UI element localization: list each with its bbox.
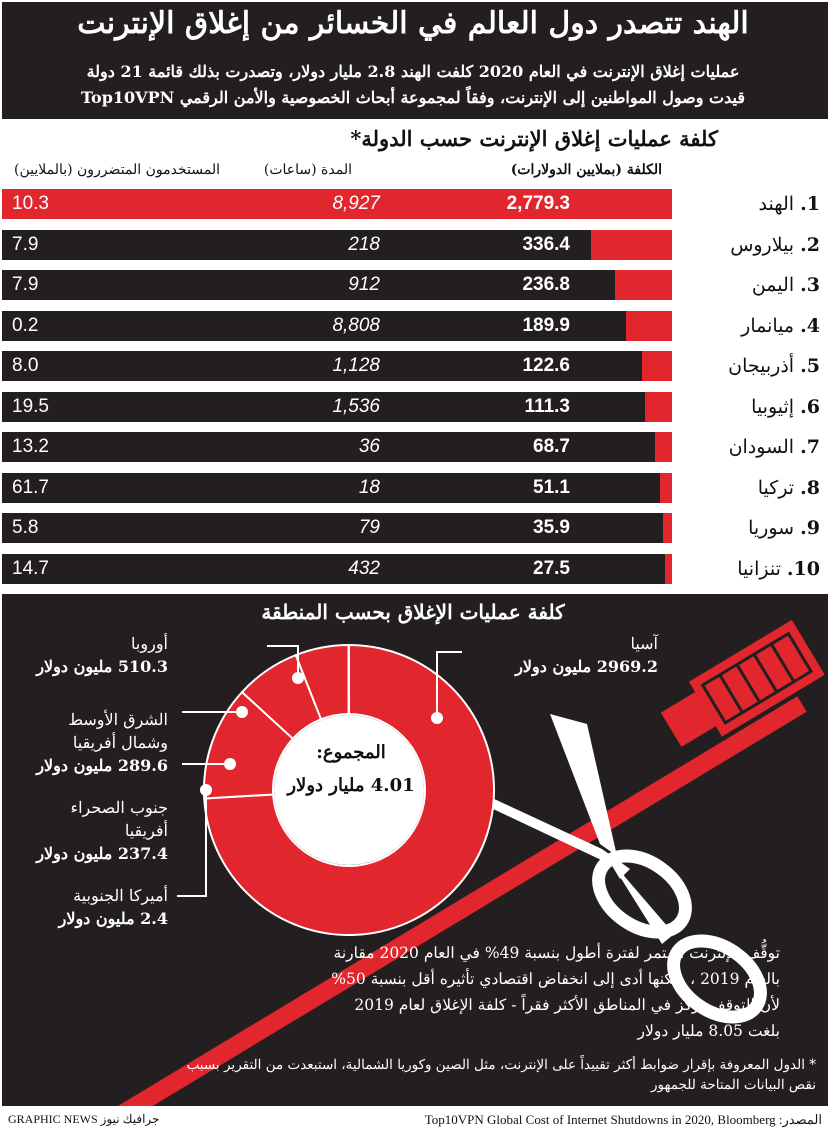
hours-value: 218	[348, 234, 380, 255]
hours-value: 8,927	[332, 193, 380, 214]
users-value: 10.3	[12, 193, 49, 214]
hours-value: 912	[348, 274, 380, 295]
bar-background	[2, 270, 672, 300]
country-label: السودان	[728, 436, 795, 458]
cost-value: 68.7	[533, 436, 570, 457]
bar-cost	[660, 473, 672, 503]
bar-cost	[655, 432, 672, 462]
users-value: 8.0	[12, 355, 39, 376]
country-name	[737, 554, 820, 584]
country-label: إثيوبيا	[751, 396, 795, 418]
country-label: اليمن	[751, 274, 795, 296]
country-name	[730, 230, 820, 260]
page-title: الهند تتصدر دول العالم في الخسائر من إغلاق الإنترنت	[77, 6, 749, 41]
region-label-asia: آسيا 2969.2 مليون دولار	[515, 634, 658, 676]
footnote: * الدول المعروفة بإقرار ضوابط أكثر تقييداً على الإنترنت، مثل الصين وكوريا الشمالية، استبعدت من التقرير بسبب نقص البيانات المتاحة للجمهور	[186, 1057, 816, 1093]
cost-value: 236.8	[522, 274, 570, 295]
users-value: 14.7	[12, 558, 49, 579]
bar-cost	[591, 230, 672, 260]
region-label-europe: أوروبا 510.3 مليون دولار	[36, 634, 168, 676]
country-rank: 1.	[800, 193, 820, 215]
cost-value: 122.6	[522, 355, 570, 376]
region-label-middle-east: الشرق الأوسط وشمال أفريقيا 289.6 مليون دولار	[36, 710, 168, 775]
country-name	[728, 351, 820, 381]
column-header-users: المستخدمون المتضررون (بالملايين)	[14, 162, 220, 178]
users-value: 7.9	[12, 234, 39, 255]
country-label: تنزانيا	[737, 558, 781, 580]
hours-value: 1,536	[332, 396, 380, 417]
bar-background	[2, 554, 672, 584]
donut-total-label: المجموع:	[316, 742, 386, 763]
donut-total-value: 4.01 مليار دولار	[287, 775, 415, 796]
hours-value: 79	[358, 517, 380, 538]
country-label: الهند	[758, 193, 795, 215]
subtitle-line-2: قيدت وصول المواطنين إلى الإنترنت، وفقاً لمجموعة أبحاث الخصوصية والأمن الرقمي Top10VPN	[80, 88, 745, 107]
users-value: 5.8	[12, 517, 39, 538]
country-name	[752, 270, 820, 300]
region-chart-title: كلفة عمليات الإغلاق بحسب المنطقة	[261, 600, 565, 624]
cost-value: 27.5	[533, 558, 570, 579]
bar-cost	[642, 351, 672, 381]
users-value: 7.9	[12, 274, 39, 295]
column-header-cost: الكلفة (بملايين الدولارات)	[510, 162, 662, 178]
country-name	[759, 189, 820, 219]
hours-value: 18	[358, 477, 380, 498]
bar-background	[2, 432, 672, 462]
cost-value: 2,779.3	[506, 193, 570, 214]
bar-background	[2, 473, 672, 503]
country-name	[751, 392, 820, 422]
country-label: بيلاروس	[730, 234, 795, 256]
hours-value: 36	[358, 436, 380, 457]
country-rank: 2.	[800, 234, 820, 256]
region-label-south-america: أميركا الجنوبية 2.4 مليون دولار	[58, 886, 168, 928]
country-label: أذربيجان	[728, 355, 795, 377]
bar-cost	[615, 270, 672, 300]
country-rank: 3.	[800, 274, 820, 296]
bar-background	[2, 230, 672, 260]
hours-value: 1,128	[332, 355, 380, 376]
country-label: ميانمار	[741, 315, 795, 337]
users-value: 0.2	[12, 315, 39, 336]
donut-slice	[348, 645, 349, 714]
credit-line: GRAPHIC NEWS جرافيك نيوز	[8, 1112, 160, 1126]
country-rank: 8.	[800, 477, 820, 499]
country-label: سوريا	[748, 517, 795, 539]
country-name	[748, 513, 820, 543]
country-chart-title: كلفة عمليات إغلاق الإنترنت حسب الدولة*	[350, 126, 718, 151]
hours-value: 8,808	[332, 315, 380, 336]
country-name	[758, 473, 820, 503]
bar-cost	[645, 392, 672, 422]
cost-value: 51.1	[533, 477, 570, 498]
region-label-sub-saharan: جنوب الصحراء أفريقيا 237.4 مليون دولار	[36, 798, 168, 863]
bar-cost	[626, 311, 672, 341]
users-value: 61.7	[12, 477, 49, 498]
country-rank: 4.	[800, 315, 820, 337]
country-name	[741, 311, 820, 341]
annotation-note: توقُّف الإنترنت استمر لفترة أطول بنسبة 49% في العام 2020 مقارنة بالعام 2019 ، ولكنها أدى إلى انخفاض اقتصادي تأثيره أقل بنسبة 50% لأن التوقف تركز في المناطق الأكثر فقراً - كلفة الإغلاق لعام 2019 بلغت 8.05 مليار دولار	[331, 944, 780, 1040]
bar-cost	[665, 554, 672, 584]
source-line: المصدر: Top10VPN Global Cost of Internet Shutdowns in 2020, Bloomberg	[424, 1112, 822, 1127]
cost-value: 111.3	[524, 396, 570, 417]
cost-value: 35.9	[533, 517, 570, 538]
users-value: 13.2	[12, 436, 49, 457]
users-value: 19.5	[12, 396, 49, 417]
bar-background	[2, 513, 672, 543]
country-name	[729, 432, 820, 462]
country-rank: 6.	[800, 396, 820, 418]
bar-cost	[663, 513, 672, 543]
cost-value: 336.4	[522, 234, 570, 255]
cost-value: 189.9	[522, 315, 570, 336]
country-rank: 9.	[800, 517, 820, 539]
country-rank: 10.	[786, 558, 820, 580]
country-rank: 5.	[800, 355, 820, 377]
column-header-duration: المدة (ساعات)	[263, 162, 352, 178]
hours-value: 432	[348, 558, 380, 579]
country-label: تركيا	[757, 477, 795, 499]
subtitle-line-1: عمليات إغلاق الإنترنت في العام 2020 كلفت الهند 2.8 مليار دولار، وتصدرت بذلك قائمة 21 دولة	[86, 62, 740, 81]
country-rank: 7.	[800, 436, 820, 458]
